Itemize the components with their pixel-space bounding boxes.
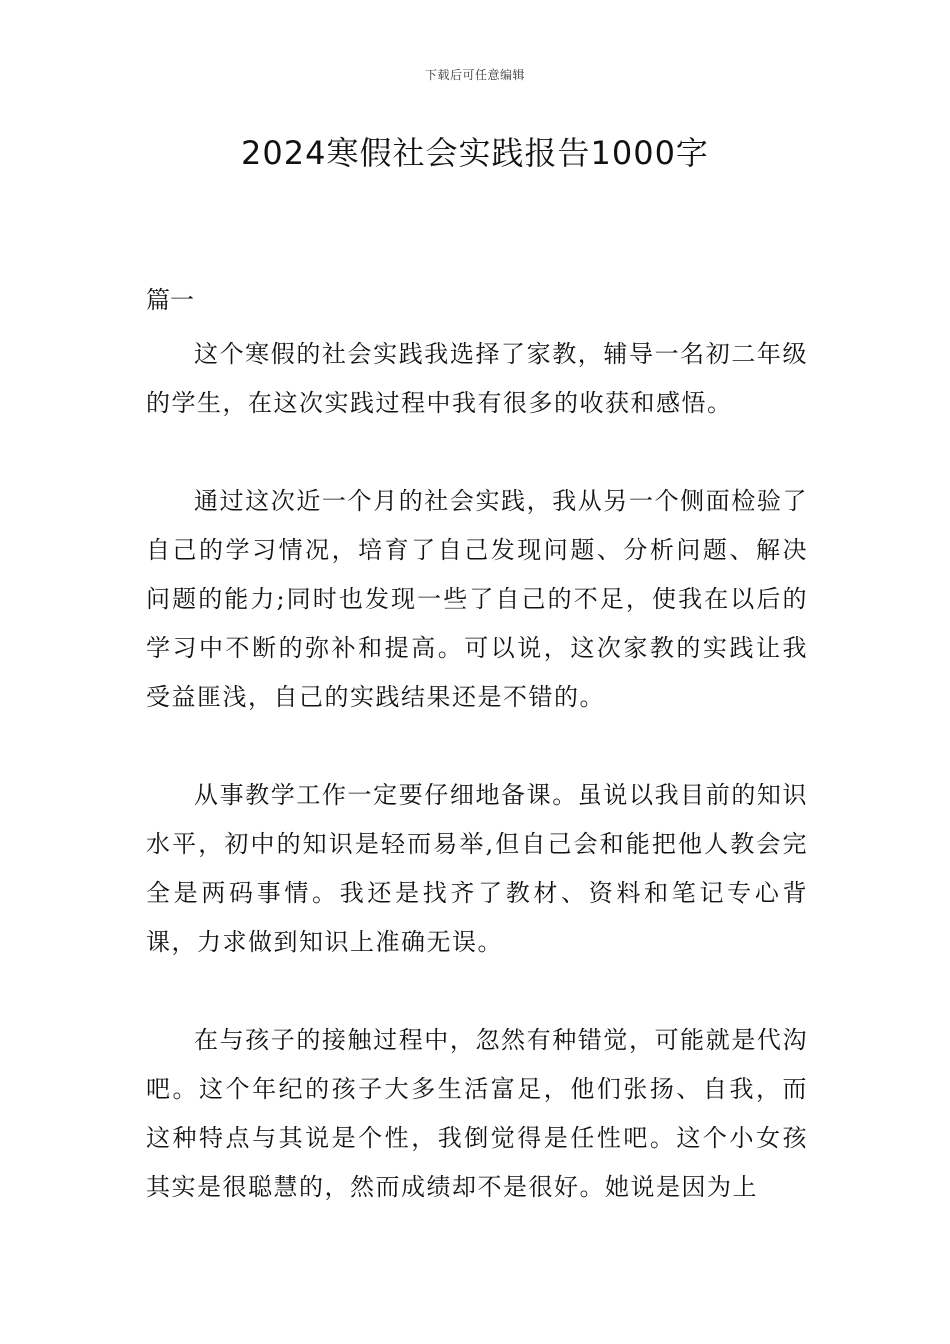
- document-title: 2024寒假社会实践报告1000字: [241, 134, 709, 172]
- paragraph: 通过这次近一个月的社会实践，我从另一个侧面检验了自己的学习情况，培育了自己发现问题、分析问题、解决问题的能力;同时也发现一些了自己的不足，使我在以后的学习中不断的弥补和提高。可以说，这次家教的实践让我受益匪浅，自己的实践结果还是不错的。: [146, 487, 808, 711]
- paragraph: 这个寒假的社会实践我选择了家教，辅导一名初二年级的学生，在这次实践过程中我有很多的收获和感悟。: [146, 340, 808, 417]
- section-label: 篇一: [146, 286, 194, 314]
- paragraph: 从事教学工作一定要仔细地备课。虽说以我目前的知识水平，初中的知识是轻而易举,但自己会和能把他人教会完全是两码事情。我还是找齐了教材、资料和笔记专心背课，力求做到知识上准确无误。: [146, 781, 808, 956]
- header-note: 下载后可任意编辑: [424, 68, 525, 82]
- paragraph: 在与孩子的接触过程中，忽然有种错觉，可能就是代沟吧。这个年纪的孩子大多生活富足，他们张扬、自我，而这种特点与其说是个性，我倒觉得是任性吧。这个小女孩其实是很聪慧的，然而成绩却不是很好。她说是因为上: [146, 1026, 808, 1201]
- document-body: [146, 330, 808, 1261]
